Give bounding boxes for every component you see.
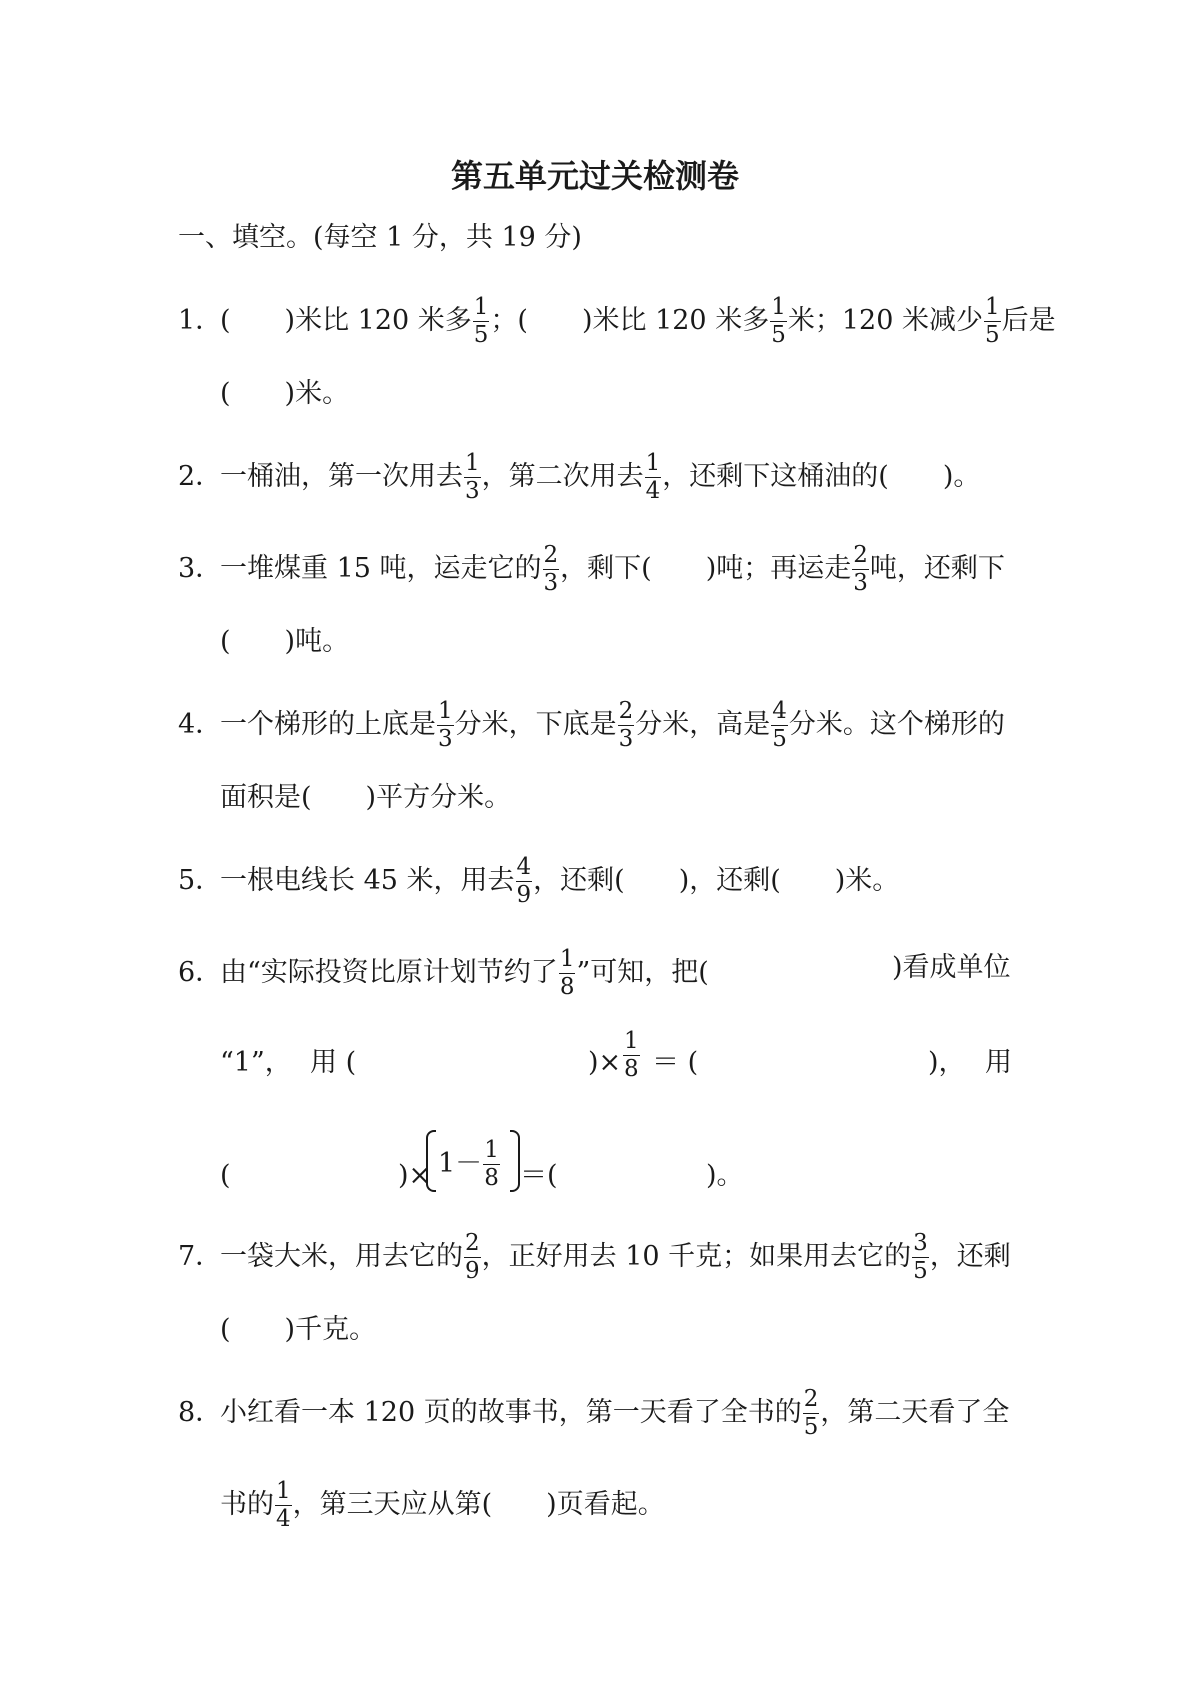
fraction	[275, 1480, 292, 1531]
numerator: 4	[516, 854, 532, 880]
fraction	[473, 296, 490, 347]
denominator: 4	[645, 478, 661, 504]
question-number: 7．	[178, 1241, 223, 1272]
denominator: 8	[559, 974, 575, 1000]
section-heading: 一、填空。(每空 1 分，共 19 分)	[178, 222, 582, 253]
denominator: 3	[618, 726, 634, 752]
fraction	[623, 1030, 640, 1081]
question-number: 8．	[178, 1397, 223, 1428]
denominator: 9	[465, 1258, 480, 1284]
question-number: 6．	[178, 957, 223, 988]
numerator: 2	[618, 698, 634, 724]
question-text: 1－	[438, 1148, 483, 1179]
question-text: “1”，	[220, 1047, 292, 1078]
question-text: )×	[588, 1047, 622, 1078]
question-text: 分米，下底是	[454, 709, 617, 740]
numerator: 1	[438, 698, 453, 724]
fraction	[483, 1139, 500, 1190]
question-3-continued: ( )吨。	[220, 626, 350, 657]
question-text: 分米，高是	[635, 709, 771, 740]
denominator: 3	[543, 570, 559, 596]
fraction	[771, 700, 788, 751]
denominator: 4	[276, 1506, 291, 1532]
numerator: 4	[772, 698, 787, 724]
denominator: 5	[772, 726, 787, 752]
question-number: 5．	[178, 865, 223, 896]
denominator: 5	[913, 1258, 928, 1284]
question-text: )看成单位	[892, 952, 1011, 983]
numerator: 1	[624, 1028, 639, 1054]
fraction	[912, 1232, 929, 1283]
question-text: ＝ (	[652, 1047, 699, 1078]
fraction	[984, 296, 1001, 347]
question-text: 一桶油，第一次用去	[220, 461, 463, 492]
denominator: 5	[803, 1414, 819, 1440]
question-text: 分米。这个梯形的	[788, 709, 1005, 740]
denominator: 3	[853, 570, 868, 596]
denominator: 5	[473, 322, 489, 348]
question-text: 一根电线长 45 米，用去	[220, 865, 515, 896]
numerator: 2	[543, 542, 559, 568]
question-2	[178, 450, 981, 504]
fraction	[559, 948, 576, 999]
numerator: 1	[276, 1478, 291, 1504]
numerator: 1	[645, 450, 661, 476]
question-6	[178, 946, 709, 1000]
numerator: 2	[465, 1230, 480, 1256]
question-text: 一袋大米，用去它的	[220, 1241, 463, 1272]
question-text: 书的	[220, 1489, 274, 1520]
bracket-expression	[426, 1130, 520, 1191]
denominator: 8	[624, 1056, 639, 1082]
question-4	[178, 698, 1005, 752]
question-number: 1．	[178, 305, 223, 336]
question-text: ＝(	[520, 1160, 558, 1191]
numerator: 1	[484, 1137, 499, 1163]
question-text: ；( )米比 120 米多	[490, 305, 770, 336]
fraction	[464, 452, 481, 503]
numerator: 1	[984, 294, 1000, 320]
question-text: ，第二天看了全	[820, 1397, 1010, 1428]
numerator: 1	[473, 294, 489, 320]
question-text: ，还剩下这桶油的( )。	[662, 461, 981, 492]
question-text: 后是	[1001, 305, 1056, 336]
fraction	[770, 296, 787, 347]
question-text: (	[220, 1160, 231, 1191]
question-8	[178, 1386, 1010, 1440]
question-text: ”可知，把(	[576, 957, 709, 988]
question-text: ，还剩( )，还剩( )米。	[533, 865, 900, 896]
question-number: 4．	[178, 709, 223, 740]
question-text: ，正好用去 10 千克；如果用去它的	[481, 1241, 912, 1272]
question-text: 一个梯形的上底是	[220, 709, 436, 740]
fraction	[516, 856, 533, 907]
numerator: 2	[853, 542, 868, 568]
numerator: 1	[559, 946, 575, 972]
fraction	[618, 700, 635, 751]
question-1-continued: ( )米。	[220, 378, 350, 409]
numerator: 2	[803, 1386, 819, 1412]
question-text: 一堆煤重 15 吨，运走它的	[220, 553, 542, 584]
question-number: 3．	[178, 553, 223, 584]
question-1	[178, 294, 1056, 348]
question-7	[178, 1230, 1011, 1284]
question-text: ，还剩	[929, 1241, 1011, 1272]
question-text: ( )米比 120 米多	[220, 305, 472, 336]
numerator: 3	[913, 1230, 928, 1256]
question-text: 由“实际投资比原计划节约了	[220, 957, 558, 988]
question-text: 用 (	[310, 1047, 357, 1078]
denominator: 3	[438, 726, 453, 752]
fraction	[464, 1232, 481, 1283]
page-title: 第五单元过关检测卷	[450, 157, 739, 195]
denominator: 8	[484, 1165, 499, 1191]
question-text: 小红看一本 120 页的故事书，第一天看了全书的	[220, 1397, 802, 1428]
fraction	[437, 700, 454, 751]
question-4-continued: 面积是( )平方分米。	[220, 782, 512, 813]
question-text: 吨，还剩下	[869, 553, 1005, 584]
question-text: ，第三天应从第( )页看起。	[292, 1489, 665, 1520]
question-text: )×	[398, 1160, 432, 1191]
question-text: ，剩下( )吨；再运走	[560, 553, 852, 584]
question-7-continued: ( )千克。	[220, 1314, 377, 1345]
question-text: )，	[928, 1047, 966, 1078]
question-text: 用	[985, 1047, 1012, 1078]
question-text: ，第二次用去	[481, 461, 644, 492]
question-8-continued	[220, 1478, 665, 1532]
question-5	[178, 854, 900, 908]
left-bracket	[426, 1130, 436, 1192]
question-number: 2．	[178, 461, 223, 492]
numerator: 1	[771, 294, 786, 320]
right-bracket	[510, 1130, 520, 1192]
fraction	[645, 452, 662, 503]
fraction	[803, 1388, 820, 1439]
denominator: 3	[465, 478, 480, 504]
question-3	[178, 542, 1005, 596]
question-text: 米；120 米减少	[787, 305, 983, 336]
fraction	[852, 544, 869, 595]
fraction	[543, 544, 560, 595]
denominator: 5	[771, 322, 786, 348]
fraction-holder	[622, 1028, 641, 1082]
denominator: 5	[984, 322, 1000, 348]
numerator: 1	[465, 450, 480, 476]
question-text: )。	[706, 1160, 744, 1191]
denominator: 9	[516, 882, 532, 908]
